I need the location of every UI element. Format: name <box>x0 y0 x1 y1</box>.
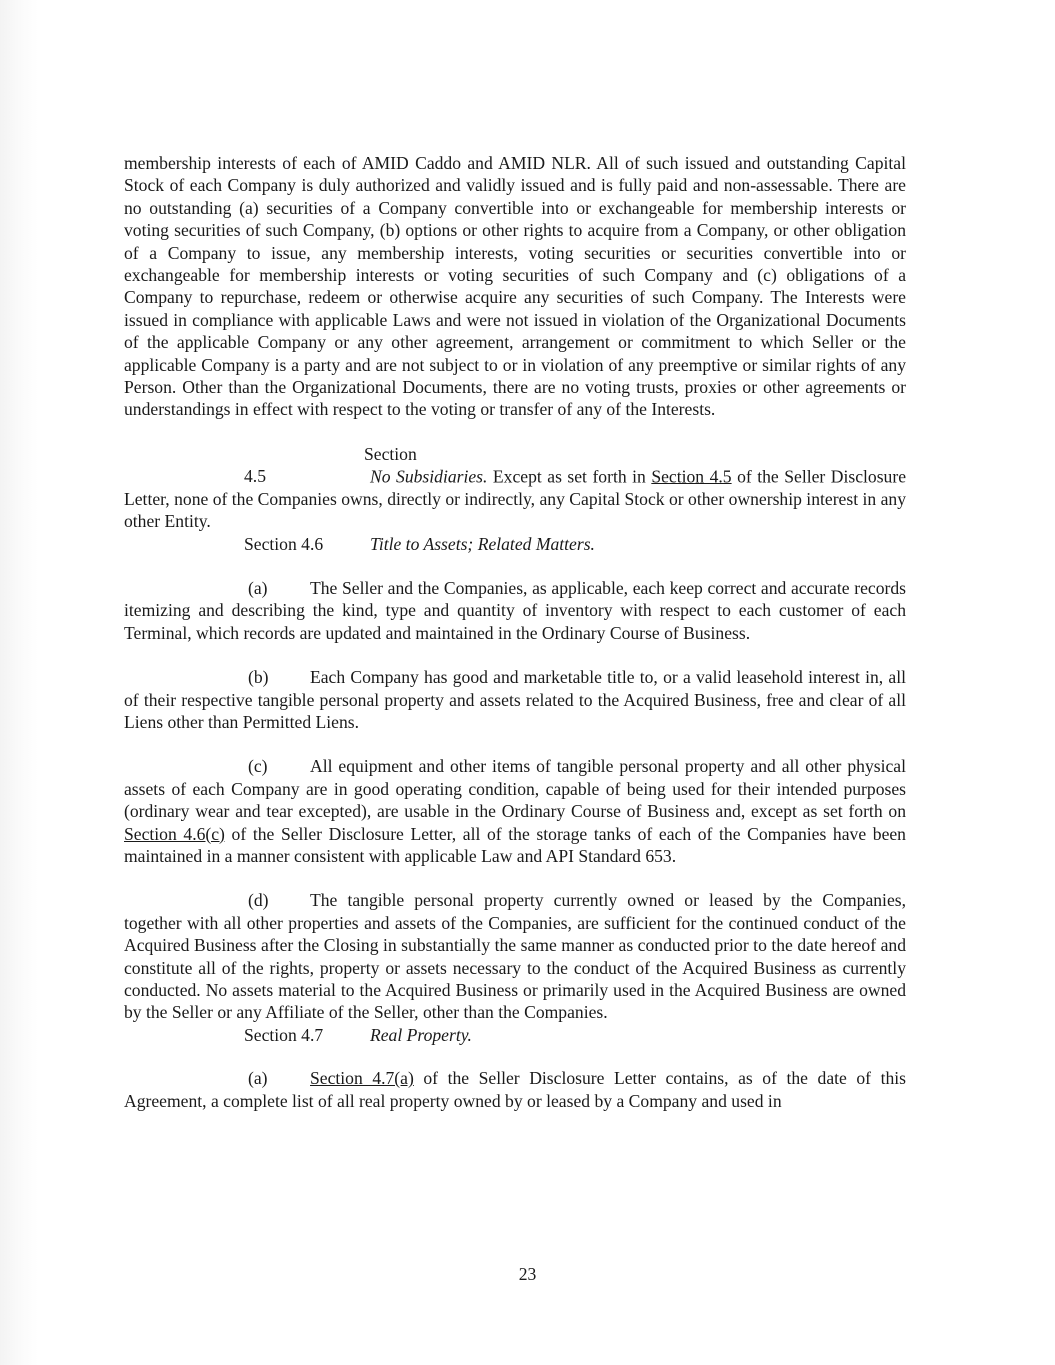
section-4-5-title: No Subsidiaries. <box>370 466 488 487</box>
clause-label-a: (a) <box>248 577 268 598</box>
section-4-5-link[interactable]: Section 4.5 <box>651 466 732 487</box>
section-4-6-c-text-a: All equipment and other items of tangible personal property and all other physical assets of each Company are in good operating condition, capable of being used for their intended purposes (ordinary wear and tear excepted), are usable in the Ordinary Course of Business and, except as set forth on <box>124 756 906 822</box>
page-number: 23 <box>518 1264 537 1284</box>
section-4-6-a-paragraph <box>124 577 906 644</box>
section-4-5-paragraph <box>124 443 906 533</box>
section-4-6-a-text: The Seller and the Companies, as applicable, each keep correct and accurate records itemizing and describing the kind, type and quantity of inventory with respect to each customer of each Terminal, which records are updated and maintained in the Ordinary Course of Business. <box>124 577 906 643</box>
section-4-7-heading <box>124 1024 906 1046</box>
document-body <box>124 152 906 1112</box>
section-4-7-a-text: of the Seller Disclosure Letter contains, as of the date of this Agreement, a complete list of all real property owned by or leased by a Company and used in <box>124 1068 906 1111</box>
section-4-6-c-paragraph <box>124 755 906 867</box>
section-4-6-d-text: The tangible personal property currently owned or leased by the Companies, together with all other properties and assets of the Companies, are sufficient for the continued conduct of the Acquired Business after the Closing in substantially the same manner as conducted prior to the date hereof and constitute all of the rights, property or assets necessary to the conduct of the Acquired Business as currently conducted. No assets material to the Acquired Business or primarily used in the Acquired Business are owned by the Seller or any Affiliate of the Seller, other than the Companies. <box>124 890 906 1023</box>
section-4-7-title: Real Property. <box>370 1024 472 1045</box>
section-4-7-a-link[interactable]: Section 4.7(a) <box>310 1068 414 1089</box>
section-4-6-b-paragraph <box>124 666 906 733</box>
section-4-7-a-paragraph <box>124 1067 906 1112</box>
clause-label-c: (c) <box>248 756 268 777</box>
clause-label-a: (a) <box>248 1068 268 1089</box>
section-4-6-number: Section 4.6 <box>244 533 324 554</box>
clause-label-b: (b) <box>248 667 269 688</box>
clause-label-d: (d) <box>248 890 269 911</box>
section-4-5-text-a: Except as set forth in <box>487 466 652 487</box>
section-4-5-number: Section 4.5 <box>244 443 417 487</box>
intro-paragraph: membership interests of each of AMID Caddo and AMID NLR. All of such issued and outstanding Capital Stock of each Company is duly authorized and validly issued and is fully paid and non-assessable. There are no outstanding (a) securities of a Company convertible into or exchangeable for membership interests or voting securities of such Company, (b) options or other rights to acquire from a Company, or other obligation of a Company to issue, any membership interests, voting securities or securities convertible into or exchangeable for membership interests or voting securities of such Company and (c) obligations of a Company to repurchase, redeem or otherwise acquire any securities of such Company. The Interests were issued in compliance with applicable Laws and were not issued in violation of the Organizational Documents of the applicable Company or any other agreement, arrangement or commitment to which Seller or the applicable Company is a party and are not subject to or in violation of any preemptive or similar rights of any Person. Other than the Organizational Documents, there are no voting trusts, proxies or other agreements or understandings in effect with respect to the voting or transfer of any of the Interests. <box>124 153 906 420</box>
section-4-5-text-b: of the Seller Disclosure Letter, none of the Companies owns, directly or indirectly, any Capital Stock or other ownership interest in any other Entity. <box>124 466 907 532</box>
section-4-6-d-paragraph <box>124 889 906 1023</box>
section-4-6-heading <box>124 533 906 555</box>
section-4-7-number: Section 4.7 <box>244 1024 324 1045</box>
scan-shadow <box>0 0 38 1365</box>
section-4-6-b-text: Each Company has good and marketable title to, or a valid leasehold interest in, all of their respective tangible personal property and assets related to the Acquired Business, free and clear of all Liens other than Permitted Liens. <box>124 667 906 732</box>
section-4-6-c-link[interactable]: Section 4.6(c) <box>124 823 225 844</box>
section-4-6-title: Title to Assets; Related Matters. <box>370 533 595 554</box>
section-4-6-c-text-b: of the Seller Disclosure Letter, all of the storage tanks of each of the Companies have been maintained in a manner consistent with applicable Law and API Standard 653. <box>124 823 906 866</box>
